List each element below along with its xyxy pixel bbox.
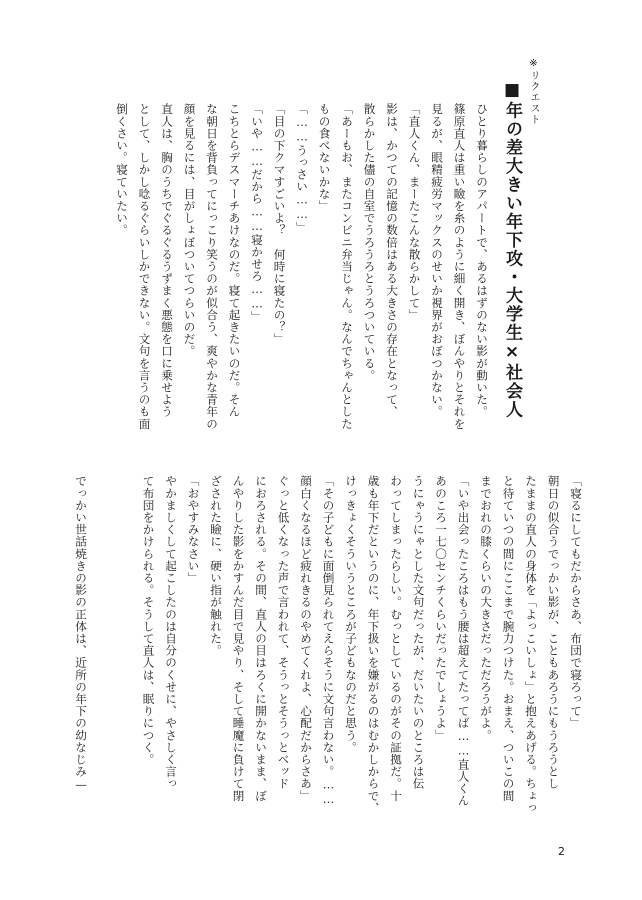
- text-line: 「あーもお、またコンビニ弁当じゃん。なんでちゃんとした: [340, 103, 354, 430]
- bottom-text-block: [74, 475, 587, 814]
- text-line: として、しかし唸るぐらいしかできない。文句を言うのも面: [137, 103, 152, 430]
- text-line: もの食べないかな」: [317, 103, 332, 212]
- top-text-block: [115, 103, 493, 430]
- text-line: 顔白くなるほど疲れきるのやめてくれよ、心配だからさあ」: [299, 475, 313, 802]
- text-line: たままの直人の身体を「よっこいしょ」と抱えあげる。ちょっ: [524, 475, 538, 814]
- text-line: んやりした影をかすんだ目で見やり、そして睡魔に負けて閉: [231, 475, 246, 802]
- text-line: と待ていつの間にここまで腕力つけた。おまえ、ついこの間: [501, 475, 516, 802]
- text-line: 見るが、眼精疲労マックスのせいか視界がおぼつかない。: [430, 103, 444, 418]
- text-line: 「寝るにしてもだからさあ、布団で寝ろって」: [569, 475, 583, 730]
- text-line: 「おやすみなさい」: [186, 475, 201, 584]
- text-line: 歳も年下だというのに、年下扱いを嫌がるのはむかしからで、: [366, 475, 381, 814]
- page-number: 2: [558, 845, 565, 858]
- text-line: こちとらデスマーチあけなのだ。寝て起きたいのだ。そん: [227, 103, 242, 418]
- text-line: な朝日を背負ってにっこり笑うのが似合う、爽やかな青年の: [205, 103, 219, 430]
- request-label: ※リクエスト: [528, 58, 539, 125]
- text-line: 倒くさい。寝ていたい。: [115, 103, 129, 237]
- text-line: 顔を見るには、目がしょぼついてつらいのだ。: [182, 103, 197, 358]
- story-title: ■年の差大きい年下攻・大学生×社会人: [502, 80, 522, 419]
- blank-line: [92, 475, 115, 805]
- text-line: 「その子どもに面倒見られてえらそうに文句言わない。……: [321, 475, 336, 807]
- text-line: 「直人くん、まーたこんな散らかして」: [407, 103, 422, 321]
- text-line: ひとり暮らしのアパートで、あるはずのない影が動いた。: [475, 103, 489, 418]
- text-line: ざされた瞼に、硬い指が触れた。: [209, 475, 223, 657]
- text-line: 「いや出会ったころはもう腰は超えてたってば……直人くん: [456, 475, 471, 807]
- text-line: ぐっと低くなった声で言われて、そうっとそうっとベッド: [276, 475, 291, 790]
- text-line: までおれの膝くらいの大きさだっただろうがよ。: [479, 475, 493, 742]
- text-line: わってしまったらしい。むっとしているのがその証拠だ。十: [389, 475, 403, 802]
- text-line: 「目の下クマすごいよ？ 何時に寝たの？」: [272, 103, 287, 345]
- text-line: 直人は、胸のうちでぐるぐるうずまく悪態を口に乗せよう: [160, 103, 174, 418]
- text-line: うにゃうにゃとした文句だったが、だいたいのところは伝: [411, 475, 426, 790]
- text-line: 「……うっさい……」: [295, 103, 309, 234]
- text-line: でっかい世話焼きの影の正体は、近所の年下の幼なじみ—: [74, 475, 88, 792]
- text-line: 散らかした儘の自室でうろうろとうろついている。: [362, 103, 377, 382]
- text-line: におろされる。その間、直人の目はろくに開かないまま、ぼ: [254, 475, 268, 802]
- text-line: 「いや……だから……寝かせろ……」: [250, 103, 264, 324]
- text-line: 朝日の似合うでっかい影が、こともあろうにもうろうとし: [546, 475, 561, 790]
- text-line: 影は、かつての記憶の数倍はある大きさの存在となって、: [385, 103, 399, 418]
- blank-line: [115, 475, 138, 805]
- text-line: て布団をかけられる。そうして直人は、眠りにつく。: [141, 475, 156, 766]
- text-line: あのころ一七〇センチくらいだったでしょうよ」: [434, 475, 448, 742]
- text-line: 篠原直人は重い瞼を糸のように細く開き、ぼんやりとそれを: [452, 103, 467, 430]
- text-line: けっきょくそういうところが子どもなのだと思う。: [344, 475, 358, 754]
- text-line: やかましくして起こしたのは自分のくせに、やさしく言っ: [164, 475, 178, 790]
